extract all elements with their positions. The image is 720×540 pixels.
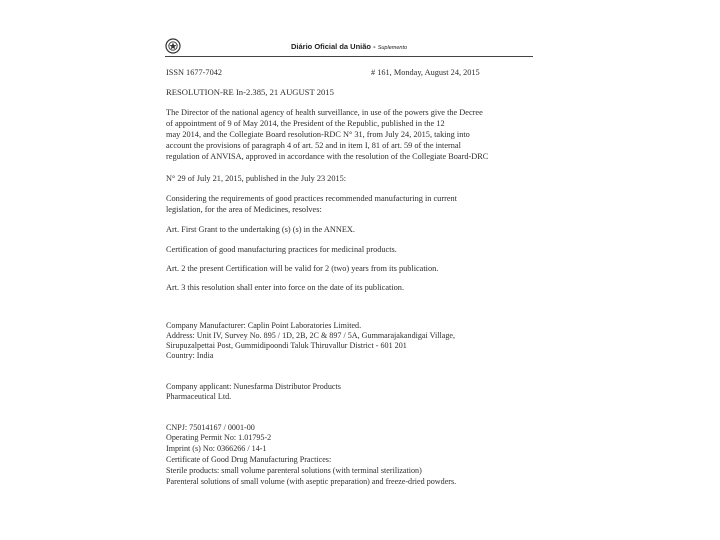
coat-of-arms-icon — [165, 38, 181, 54]
supplement-label: Suplemento — [377, 45, 408, 51]
intro-line: of appointment of 9 of May 2014, the President of the Republic, published in the 12 — [166, 119, 445, 128]
article-2: Art. 2 the present Certification will be valid for 2 (two) years from its publication. — [166, 264, 439, 273]
journal-header — [165, 38, 533, 58]
issn: ISSN 1677-7042 — [166, 68, 223, 77]
applicant-line: Pharmaceutical Ltd. — [166, 392, 232, 401]
article-1: Art. First Grant to the undertaking (s) (s) in the ANNEX. — [166, 225, 355, 234]
intro-line: account the provisions of paragraph 4 of art. 52 and in item I, 81 of art. 59 of the internal — [166, 141, 461, 150]
intro-line: N° 29 of July 21, 2015, published in the July 23 2015: — [166, 174, 347, 183]
applicant-line: Company applicant: Nunesfarma Distributor Products — [166, 382, 341, 391]
intro-line: may 2014, and the Collegiate Board resolution-RDC N° 31, from July 24, 2015, taking into — [166, 130, 470, 139]
intro-line: regulation of ANVISA, approved in accordance with the resolution of the Collegiate Board-DRC — [166, 152, 489, 161]
manufacturer-line: Address: Unit IV, Survey No. 895 / 1D, 2B, 2C & 897 / 5A, Gummarajakandigai Village, — [166, 331, 455, 340]
issue-info: # 161, Monday, August 24, 2015 — [371, 68, 480, 77]
detail-line: Parenteral solutions of small volume (with aseptic preparation) and freeze-dried powders. — [166, 477, 457, 486]
manufacturer-line: Country: India — [166, 351, 214, 360]
manufacturer-line: Sirupuzalpettai Post, Gummidipoondi Taluk Thiruvallur District - 601 201 — [166, 341, 407, 350]
certification-text: Certification of good manufacturing practices for medicinal products. — [166, 245, 397, 254]
detail-line: CNPJ: 75014167 / 0001-00 — [166, 423, 255, 432]
manufacturer-line: Company Manufacturer: Caplin Point Laboratories Limited. — [166, 321, 362, 330]
article-3: Art. 3 this resolution shall enter into force on the date of its publication. — [166, 283, 405, 292]
header-rule — [165, 56, 533, 57]
journal-title: Diário Oficial da União - Suplemento — [291, 42, 408, 51]
intro-line: The Director of the national agency of health surveillance, in use of the powers give the Decree — [166, 108, 483, 117]
detail-line: Certificate of Good Drug Manufacturing Practices: — [166, 455, 332, 464]
detail-line: Sterile products: small volume parenteral solutions (with terminal sterilization) — [166, 466, 422, 475]
considering-line: Considering the requirements of good practices recommended manufacturing in current — [166, 194, 457, 203]
detail-line: Operating Permit No: 1.01795-2 — [166, 433, 272, 442]
detail-line: Imprint (s) No: 0366266 / 14-1 — [166, 444, 267, 453]
resolution-title: RESOLUTION-RE In-2.385, 21 AUGUST 2015 — [166, 87, 334, 97]
considering-line: legislation, for the area of Medicines, resolves: — [166, 205, 322, 214]
